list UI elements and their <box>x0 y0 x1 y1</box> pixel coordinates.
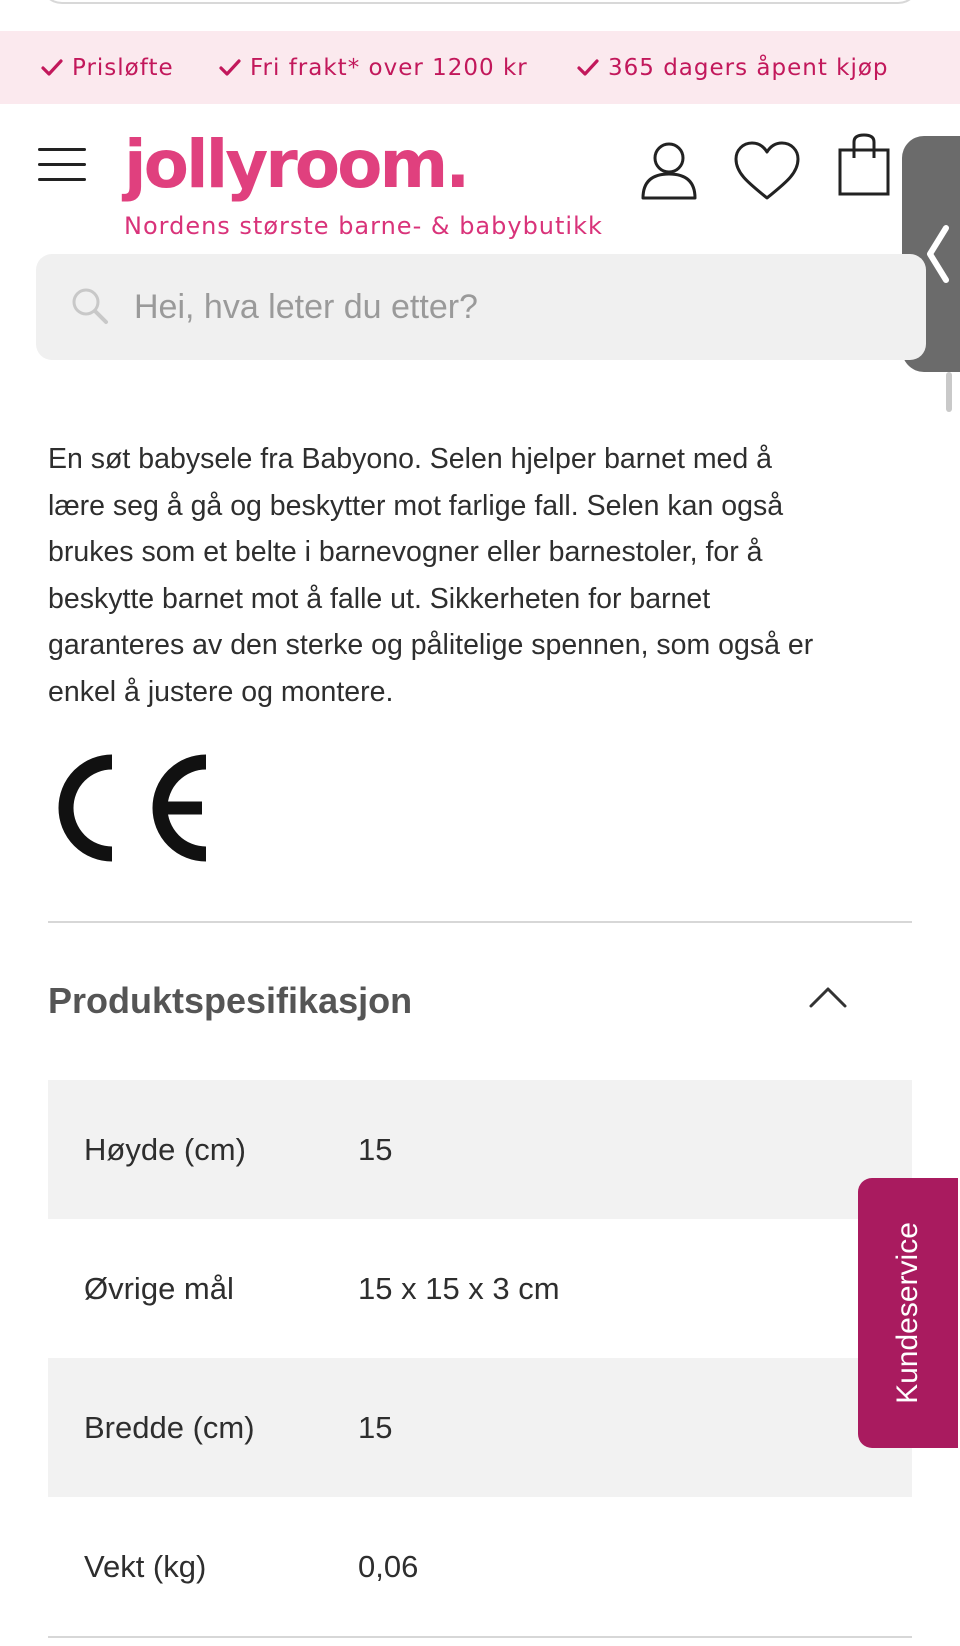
description-line: lære seg å gå og beskytter mot farlige fall. Selen kan også <box>48 489 784 522</box>
spec-value: 15 <box>358 1131 393 1167</box>
scrollbar-thumb[interactable] <box>946 372 952 412</box>
check-icon <box>576 56 600 80</box>
description-line: En søt babysele fra Babyono. Selen hjelper barnet med å <box>48 443 773 475</box>
spec-value: 15 x 15 x 3 cm <box>358 1270 560 1306</box>
spec-label: Øvrige mål <box>84 1270 234 1306</box>
chevron-up-icon[interactable] <box>808 985 848 1009</box>
section-divider <box>48 921 912 923</box>
description-line: beskytte barnet mot å falle ut. Sikkerheten for barnet <box>48 582 711 615</box>
usp-label: 365 dagers åpent kjøp <box>608 54 889 81</box>
product-description <box>48 436 908 715</box>
usp-label: Fri frakt* over 1200 kr <box>250 54 528 81</box>
description-line: garanteres av den sterke og pålitelige spennen, som også er <box>48 629 814 661</box>
check-icon <box>218 56 242 80</box>
usp-bar <box>0 31 960 104</box>
table-row <box>48 1219 912 1358</box>
customer-service-button[interactable] <box>858 1178 958 1448</box>
spec-label: Vekt (kg) <box>84 1548 207 1584</box>
table-row <box>48 1080 912 1219</box>
usp-label: Prisløfte <box>72 54 174 81</box>
table-row <box>48 1358 912 1497</box>
ce-mark-icon <box>54 752 214 864</box>
spec-value: 15 <box>358 1409 393 1445</box>
usp-item-open-purchase <box>576 55 889 81</box>
site-header <box>0 104 960 244</box>
customer-service-label: Kundeservice <box>891 1222 924 1404</box>
usp-item-price-promise <box>40 55 174 81</box>
description-line: enkel å justere og montere. <box>48 675 394 708</box>
shopping-bag-icon[interactable] <box>836 132 892 198</box>
top-remnant-frame <box>40 0 920 4</box>
hamburger-icon-line <box>38 178 86 181</box>
search-input[interactable] <box>134 282 854 332</box>
site-tagline: Nordens største barne- & babybutikk <box>124 212 603 240</box>
heart-icon[interactable] <box>732 140 802 202</box>
search-icon <box>70 286 110 326</box>
user-icon[interactable] <box>640 140 698 200</box>
usp-item-free-shipping <box>218 55 528 81</box>
hamburger-icon-line <box>38 148 86 151</box>
spec-value: 0,06 <box>358 1548 419 1584</box>
description-line: brukes som et belte i barnevogner eller barnestoler, for å <box>48 536 763 568</box>
spec-label: Høyde (cm) <box>84 1131 246 1167</box>
spec-section-title[interactable]: Produktspesifikasjon <box>48 980 413 1021</box>
site-logo[interactable]: jollyroom. <box>124 126 468 203</box>
chevron-left-icon <box>922 224 952 284</box>
spec-table <box>48 1080 912 1636</box>
menu-button[interactable] <box>38 148 86 186</box>
spec-label: Bredde (cm) <box>84 1409 255 1445</box>
hamburger-icon-line <box>38 163 86 166</box>
table-row <box>48 1497 912 1636</box>
check-icon <box>40 56 64 80</box>
section-divider <box>48 1636 912 1638</box>
